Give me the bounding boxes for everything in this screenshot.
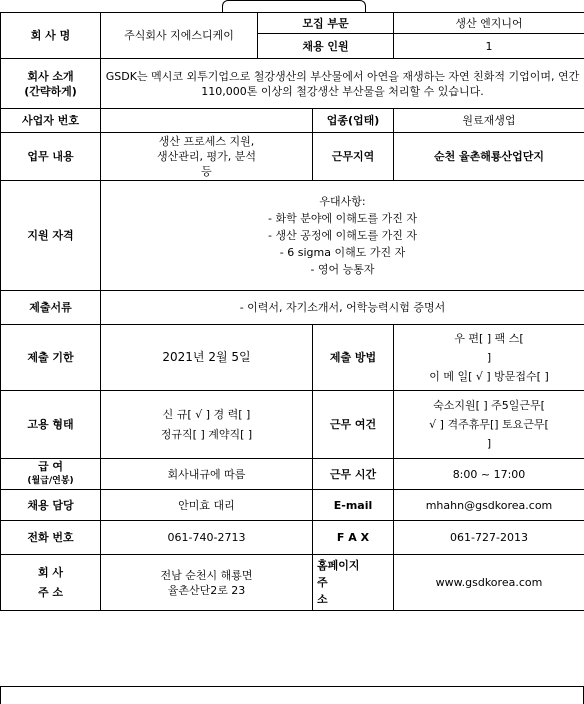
headcount: 1 xyxy=(394,34,584,59)
manager-label: 채용 담당 xyxy=(1,490,101,521)
bizno xyxy=(101,109,313,133)
address-label: 회 사 주 소 xyxy=(1,555,101,611)
hours-label: 근무 시간 xyxy=(313,459,394,490)
fax: 061-727-2013 xyxy=(394,521,584,555)
duty: 생산 프로세스 지원, 생산관리, 평가, 분석 등 xyxy=(101,133,313,181)
location-label: 근무지역 xyxy=(313,133,394,181)
deadline-label: 제출 기한 xyxy=(1,325,101,391)
recruit-dept-label: 모집 부문 xyxy=(258,13,394,34)
phone: 061-740-2713 xyxy=(101,521,313,555)
company-intro: GSDK는 멕시코 외투기업으로 철강생산의 부산물에서 아연을 재생하는 자연 친화적 기업이며, 연간 110,000톤 이상의 철강생산 부산물을 처리할 수 있습니다. xyxy=(101,59,584,109)
work-hours: 8:00 ~ 17:00 xyxy=(394,459,584,490)
intro-label: 회사 소개 (간략하게) xyxy=(1,59,101,109)
homepage[interactable]: www.gsdkorea.com xyxy=(394,555,584,611)
phone-label: 전화 번호 xyxy=(1,521,101,555)
form-bottom-row xyxy=(0,686,584,704)
industry-label: 업종(업태) xyxy=(313,109,394,133)
email-label: E-mail xyxy=(313,490,394,521)
documents: - 이력서, 자기소개서, 어학능력시험 증명서 xyxy=(101,291,584,325)
duty-label: 업무 내용 xyxy=(1,133,101,181)
company-name: 주식회사 지에스디케이 xyxy=(101,13,258,59)
documents-label: 제출서류 xyxy=(1,291,101,325)
conditions-label: 근무 여건 xyxy=(313,391,394,459)
location: 순천 율촌해룡산업단지 xyxy=(394,133,584,181)
manager: 안미효 대리 xyxy=(101,490,313,521)
work-conditions: 숙소지원[ ] 주5일근무[ √ ] 격주휴무[] 토요근무[ ] xyxy=(394,391,584,459)
salary: 회사내규에 따름 xyxy=(101,459,313,490)
recruit-dept: 생산 엔지니어 xyxy=(394,13,584,34)
address: 전남 순천시 해룡면 율촌산단2로 23 xyxy=(101,555,313,611)
employment-type: 신 규[ √ ] 경 력[ ] 정규직[ ] 계약직[ ] xyxy=(101,391,313,459)
email[interactable]: mhahn@gsdkorea.com xyxy=(394,490,584,521)
headcount-label: 채용 인원 xyxy=(258,34,394,59)
fax-label: F A X xyxy=(313,521,394,555)
industry: 원료재생업 xyxy=(394,109,584,133)
method-label: 제출 방법 xyxy=(313,325,394,391)
company-name-label: 회 사 명 xyxy=(1,13,101,59)
salary-label: 급 여 (월급/연봉) xyxy=(1,459,101,490)
homepage-label: 홈페이지 주 소 xyxy=(313,555,394,611)
submit-method: 우 편[ ] 팩 스[ ] 이 메 일[ √ ] 방문접수[ ] xyxy=(394,325,584,391)
bizno-label: 사업자 번호 xyxy=(1,109,101,133)
qualification: 우대사항: - 화학 분야에 이해도를 가진 자 - 생산 공정에 이해도를 가진 자 - 6 sigma 이해도 가진 자 - 영어 능통자 xyxy=(101,181,584,291)
job-posting-form xyxy=(0,12,584,611)
employment-type-label: 고용 형태 xyxy=(1,391,101,459)
deadline: 2021년 2월 5일 xyxy=(101,325,313,391)
qualification-label: 지원 자격 xyxy=(1,181,101,291)
